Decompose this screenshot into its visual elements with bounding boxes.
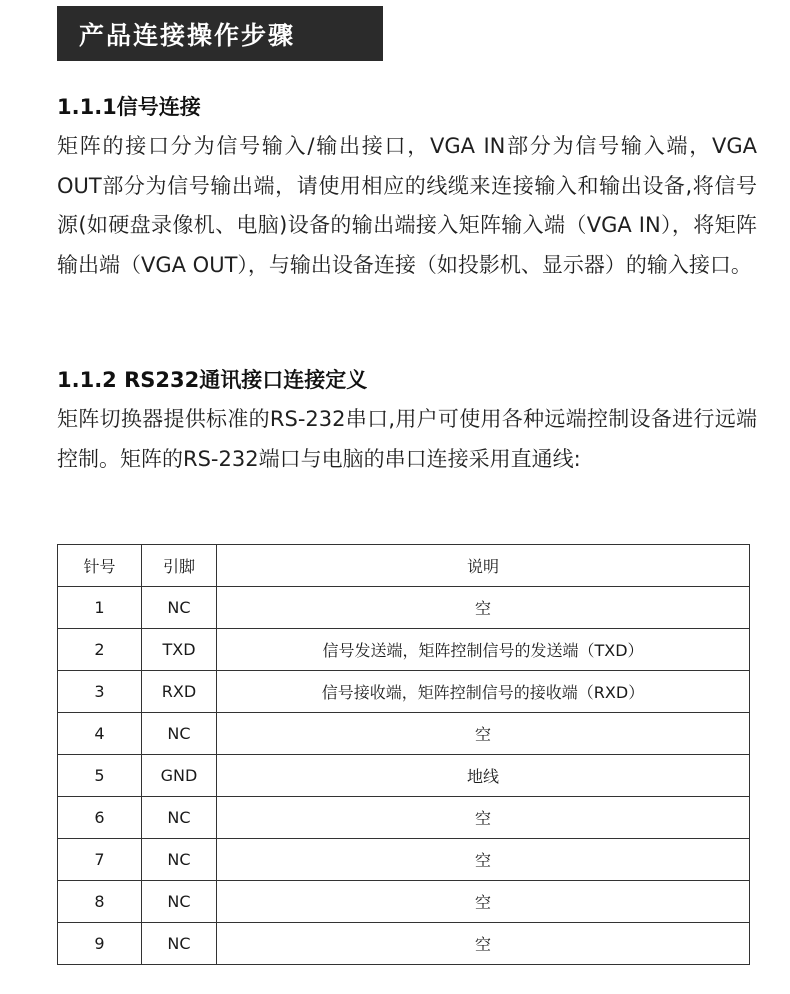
cell-description: 空 (217, 923, 750, 965)
section-signal-connection (57, 93, 757, 285)
table-header-row (58, 545, 750, 587)
table-row (58, 587, 750, 629)
cell-pin-number: 4 (58, 713, 142, 755)
table-row (58, 629, 750, 671)
section-body-text: 矩阵切换器提供标准的RS-232串口,用户可使用各种远端控制设备进行远端控制。矩阵的RS-232端口与电脑的串口连接采用直通线: (57, 407, 757, 471)
cell-pin-signal: NC (142, 923, 217, 965)
table-row (58, 839, 750, 881)
cell-pin-signal: NC (142, 881, 217, 923)
table-row (58, 671, 750, 713)
cell-pin-signal: NC (142, 797, 217, 839)
cell-pin-number: 1 (58, 587, 142, 629)
cell-description: 信号发送端，矩阵控制信号的发送端（TXD） (217, 629, 750, 671)
section-rs232-definition (57, 366, 757, 479)
header-description: 说明 (217, 545, 750, 587)
table-row (58, 755, 750, 797)
cell-pin-signal: NC (142, 587, 217, 629)
header-pin-signal: 引脚 (142, 545, 217, 587)
cell-pin-number: 8 (58, 881, 142, 923)
pin-definition-table (57, 544, 750, 965)
cell-pin-number: 5 (58, 755, 142, 797)
cell-pin-number: 6 (58, 797, 142, 839)
table-row (58, 923, 750, 965)
section-heading: 1.1.1信号连接 (57, 95, 201, 119)
cell-description: 空 (217, 587, 750, 629)
cell-pin-signal: RXD (142, 671, 217, 713)
page-title: 产品连接操作步骤 (57, 6, 383, 61)
section-heading: 1.1.2 RS232通讯接口连接定义 (57, 368, 368, 392)
header-pin-number: 针号 (58, 545, 142, 587)
cell-pin-number: 7 (58, 839, 142, 881)
cell-pin-number: 3 (58, 671, 142, 713)
section-body-text: 矩阵的接口分为信号输入/输出接口，VGA IN部分为信号输入端，VGA OUT部分为信号输出端，请使用相应的线缆来连接输入和输出设备,将信号源(如硬盘录像机、电脑)设备的输出端接入矩阵输入端（VGA IN），将矩阵输出端（VGA OUT），与输出设备连接（如投影机、显示器）的输入接口。 (57, 134, 757, 277)
cell-pin-signal: GND (142, 755, 217, 797)
table-row (58, 881, 750, 923)
cell-pin-signal: NC (142, 713, 217, 755)
cell-pin-number: 9 (58, 923, 142, 965)
cell-description: 空 (217, 713, 750, 755)
cell-description: 空 (217, 881, 750, 923)
table-row (58, 797, 750, 839)
table-row (58, 713, 750, 755)
cell-description: 空 (217, 839, 750, 881)
cell-description: 地线 (217, 755, 750, 797)
cell-pin-signal: NC (142, 839, 217, 881)
cell-pin-number: 2 (58, 629, 142, 671)
cell-description: 信号接收端，矩阵控制信号的接收端（RXD） (217, 671, 750, 713)
cell-description: 空 (217, 797, 750, 839)
cell-pin-signal: TXD (142, 629, 217, 671)
